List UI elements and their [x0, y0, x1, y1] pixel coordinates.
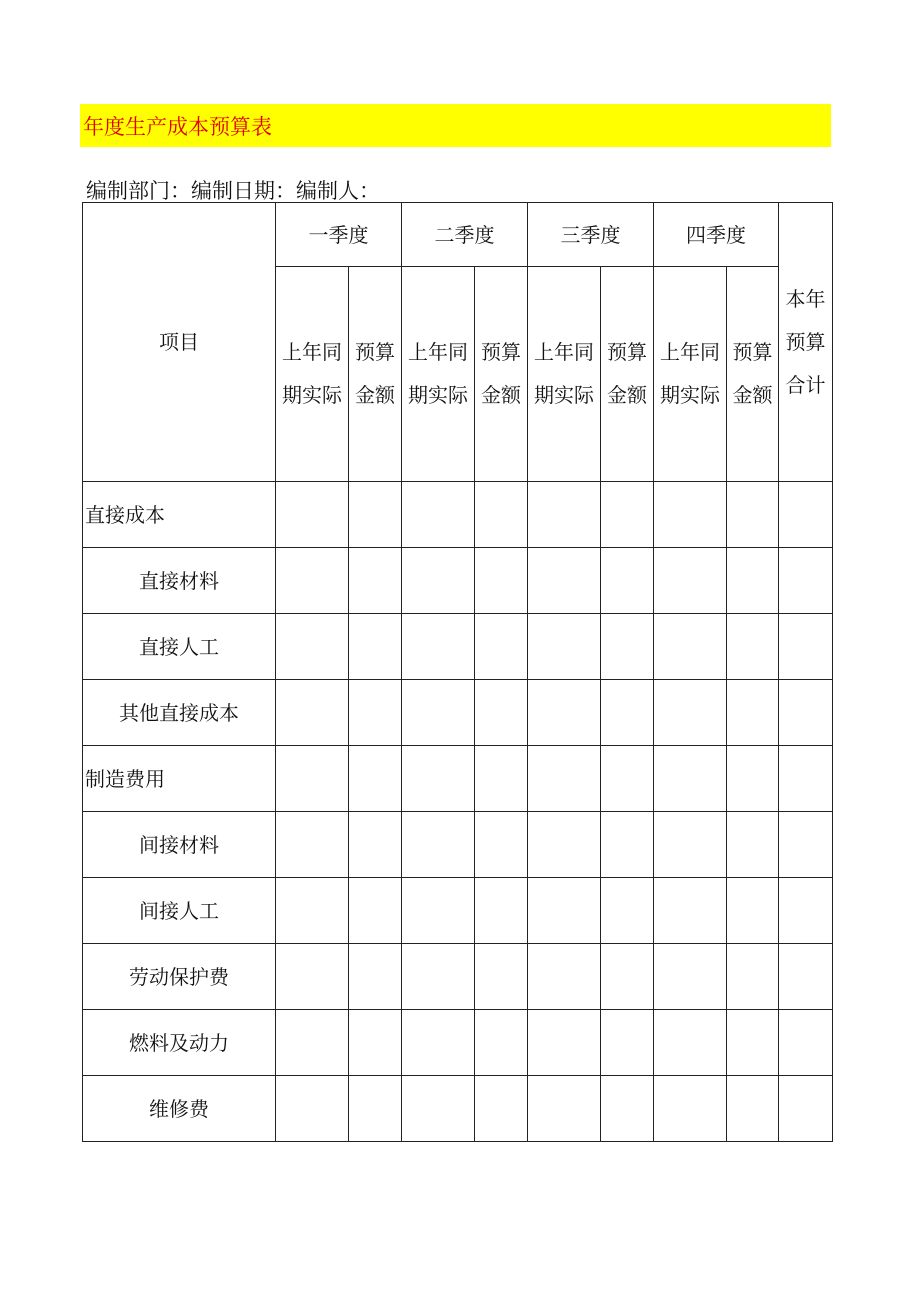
header-quarter: 三季度 [528, 203, 654, 267]
header-quarter: 一季度 [276, 203, 402, 267]
table-cell[interactable] [779, 614, 833, 680]
table-cell[interactable] [402, 548, 475, 614]
header-item: 项目 [83, 203, 276, 482]
table-cell[interactable] [475, 548, 528, 614]
header-budget-amount [601, 267, 654, 482]
header-text: 金额 [732, 383, 773, 407]
row-label: 劳动保护费 [83, 944, 276, 1010]
header-text: 期实际 [408, 383, 468, 407]
header-total-line: 合计 [785, 372, 826, 397]
header-text: 上年同 [534, 340, 594, 364]
row-label: 制造费用 [83, 746, 276, 812]
row-label: 其他直接成本 [83, 680, 276, 746]
row-label: 间接材料 [83, 812, 276, 878]
table-cell[interactable] [475, 746, 528, 812]
table-cell[interactable] [475, 878, 528, 944]
header-quarter: 四季度 [654, 203, 779, 267]
table-cell[interactable] [528, 944, 601, 1010]
table-cell[interactable] [349, 878, 402, 944]
table-cell[interactable] [779, 944, 833, 1010]
table-cell[interactable] [276, 944, 349, 1010]
table-cell[interactable] [779, 680, 833, 746]
table-cell[interactable] [349, 482, 402, 548]
table-cell[interactable] [601, 746, 654, 812]
table-cell[interactable] [779, 746, 833, 812]
table-cell[interactable] [402, 614, 475, 680]
table-cell[interactable] [475, 812, 528, 878]
table-cell[interactable] [654, 1010, 727, 1076]
table-cell[interactable] [349, 614, 402, 680]
table-cell[interactable] [475, 482, 528, 548]
header-prev-actual [402, 267, 475, 482]
table-cell[interactable] [475, 1076, 528, 1142]
table-cell[interactable] [727, 614, 779, 680]
table-cell[interactable] [779, 1010, 833, 1076]
header-text: 金额 [607, 383, 647, 407]
table-cell[interactable] [727, 548, 779, 614]
table-cell[interactable] [276, 812, 349, 878]
table-cell[interactable] [779, 548, 833, 614]
table-cell[interactable] [727, 482, 779, 548]
header-budget-amount [349, 267, 402, 482]
header-text: 预算 [481, 340, 521, 364]
table-cell[interactable] [475, 944, 528, 1010]
table-row [83, 482, 833, 548]
header-text: 上年同 [408, 340, 468, 364]
table-cell[interactable] [654, 878, 727, 944]
table-cell[interactable] [402, 680, 475, 746]
table-cell[interactable] [727, 746, 779, 812]
table-cell[interactable] [727, 680, 779, 746]
header-total-line: 本年 [785, 286, 826, 311]
table-cell[interactable] [349, 746, 402, 812]
header-text: 预算 [607, 340, 647, 364]
table-cell[interactable] [528, 680, 601, 746]
table-cell[interactable] [349, 680, 402, 746]
table-cell[interactable] [654, 1076, 727, 1142]
header-text: 上年同 [282, 340, 342, 364]
header-text: 期实际 [534, 383, 594, 407]
table-cell[interactable] [601, 482, 654, 548]
table-cell[interactable] [349, 1010, 402, 1076]
table-cell[interactable] [402, 878, 475, 944]
table-cell[interactable] [601, 614, 654, 680]
table-cell[interactable] [349, 944, 402, 1010]
page-title: 年度生产成本预算表 [83, 115, 272, 139]
table-cell[interactable] [779, 878, 833, 944]
table-cell[interactable] [528, 614, 601, 680]
header-prev-actual [276, 267, 349, 482]
table-cell[interactable] [601, 944, 654, 1010]
header-total-line: 预算 [785, 329, 826, 354]
table-cell[interactable] [402, 944, 475, 1010]
table-cell[interactable] [349, 812, 402, 878]
table-row [83, 548, 833, 614]
table-cell[interactable] [276, 548, 349, 614]
table-cell[interactable] [475, 680, 528, 746]
table-cell[interactable] [528, 548, 601, 614]
table-cell[interactable] [402, 746, 475, 812]
table-row [83, 746, 833, 812]
table-row [83, 1010, 833, 1076]
header-prev-actual [528, 267, 601, 482]
table-cell[interactable] [349, 1076, 402, 1142]
table-cell[interactable] [276, 746, 349, 812]
table-cell[interactable] [601, 812, 654, 878]
table-cell[interactable] [528, 1076, 601, 1142]
table-cell[interactable] [779, 482, 833, 548]
header-row-quarters [83, 203, 833, 267]
table-cell[interactable] [276, 482, 349, 548]
budget-table [82, 202, 833, 1142]
table-row [83, 878, 833, 944]
table-cell[interactable] [402, 482, 475, 548]
table-cell[interactable] [276, 680, 349, 746]
header-text: 期实际 [282, 383, 342, 407]
header-prev-actual [654, 267, 727, 482]
row-label: 间接人工 [83, 878, 276, 944]
table-cell[interactable] [402, 1010, 475, 1076]
table-cell[interactable] [727, 1076, 779, 1142]
table-cell[interactable] [528, 878, 601, 944]
table-cell[interactable] [727, 1010, 779, 1076]
table-cell[interactable] [276, 614, 349, 680]
table-cell[interactable] [654, 746, 727, 812]
table-cell[interactable] [601, 548, 654, 614]
table-cell[interactable] [727, 812, 779, 878]
header-budget-amount [727, 267, 779, 482]
table-cell[interactable] [601, 680, 654, 746]
table-cell[interactable] [727, 878, 779, 944]
table-cell[interactable] [601, 1076, 654, 1142]
row-label: 燃料及动力 [83, 1010, 276, 1076]
table-cell[interactable] [654, 548, 727, 614]
table-cell[interactable] [779, 1076, 833, 1142]
table-cell[interactable] [475, 1010, 528, 1076]
table-cell[interactable] [654, 482, 727, 548]
header-text: 金额 [481, 383, 521, 407]
table-cell[interactable] [276, 878, 349, 944]
table-cell[interactable] [276, 1010, 349, 1076]
table-cell[interactable] [654, 812, 727, 878]
table-cell[interactable] [475, 614, 528, 680]
table-cell[interactable] [528, 482, 601, 548]
table-row [83, 812, 833, 878]
table-cell[interactable] [402, 1076, 475, 1142]
table-cell[interactable] [654, 944, 727, 1010]
header-text: 期实际 [660, 383, 720, 407]
header-text: 预算 [355, 340, 395, 364]
header-text: 预算 [732, 340, 773, 364]
table-cell[interactable] [349, 548, 402, 614]
table-row [83, 614, 833, 680]
header-annual-total [779, 203, 833, 482]
header-text: 金额 [355, 383, 395, 407]
table-cell[interactable] [601, 878, 654, 944]
header-budget-amount [475, 267, 528, 482]
table-row [83, 1076, 833, 1142]
table-cell[interactable] [779, 812, 833, 878]
table-cell[interactable] [601, 1010, 654, 1076]
row-label: 直接人工 [83, 614, 276, 680]
table-cell[interactable] [654, 680, 727, 746]
table-cell[interactable] [528, 1010, 601, 1076]
header-quarter: 二季度 [402, 203, 528, 267]
meta-info: 编制部门：编制日期：编制人： [86, 179, 380, 203]
table-cell[interactable] [727, 944, 779, 1010]
table-row [83, 944, 833, 1010]
row-label: 直接成本 [83, 482, 276, 548]
table-cell[interactable] [528, 746, 601, 812]
table-row [83, 680, 833, 746]
row-label: 维修费 [83, 1076, 276, 1142]
table-cell[interactable] [654, 614, 727, 680]
table-cell[interactable] [528, 812, 601, 878]
table-cell[interactable] [276, 1076, 349, 1142]
header-text: 上年同 [660, 340, 720, 364]
title-banner [80, 104, 831, 147]
row-label: 直接材料 [83, 548, 276, 614]
table-cell[interactable] [402, 812, 475, 878]
